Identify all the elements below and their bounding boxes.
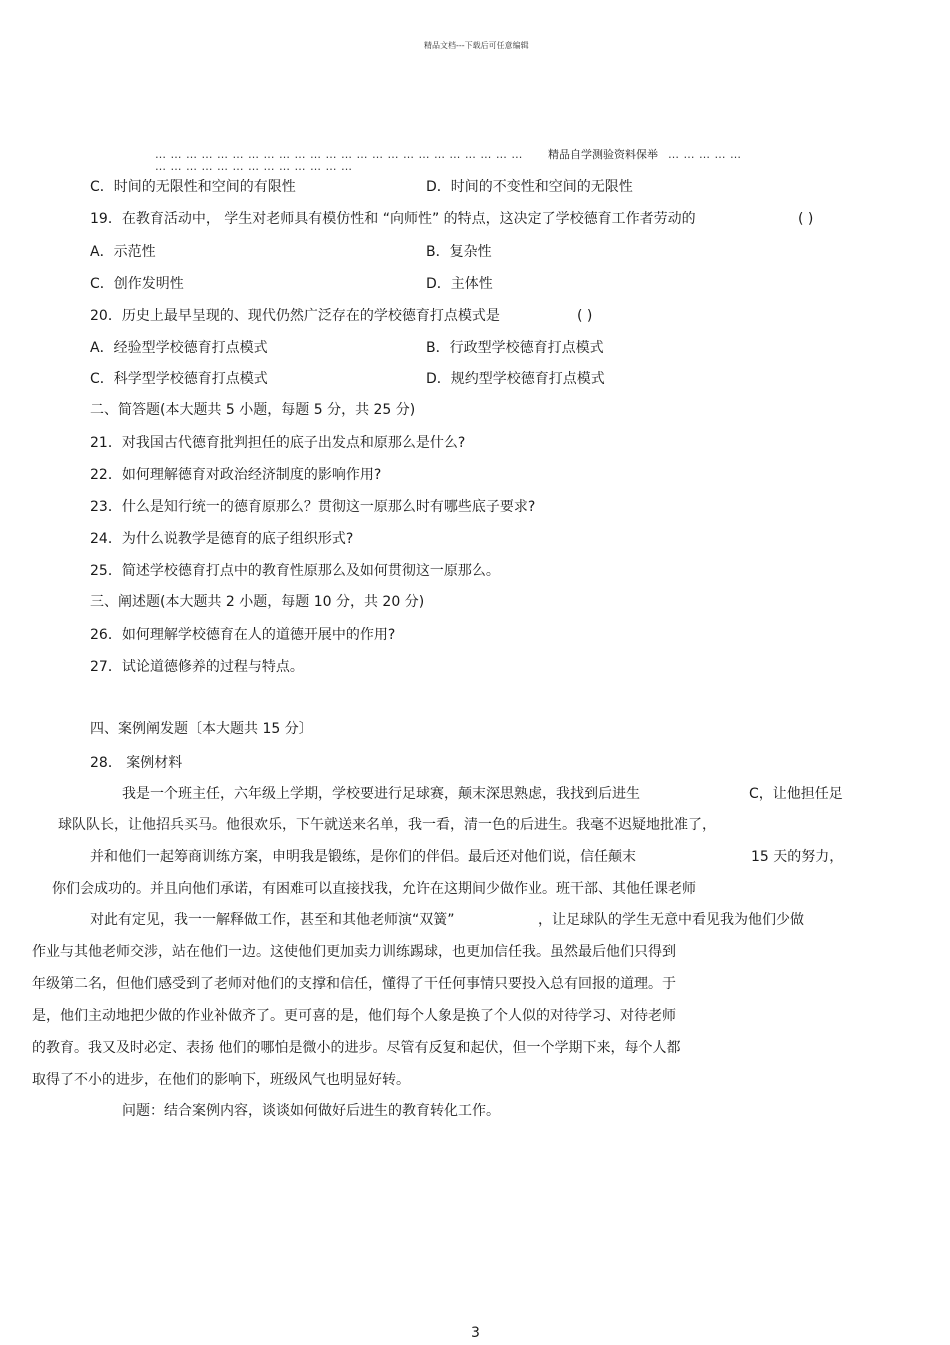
q18-option-c: C．时间的无限性和空间的有限性: [90, 179, 296, 195]
q21: 21．对我国古代德育批判担任的底子出发点和原那么是什么?: [90, 435, 466, 451]
case-question: 问题：结合案例内容，谈谈如何做好后进生的教育转化工作。: [122, 1103, 500, 1119]
banner-text: 精品自学测验资料保举: [548, 148, 658, 161]
case-line-1b: C，让他担任足: [749, 786, 843, 802]
q19-stem: 19．在教育活动中， 学生对老师具有模仿性和 “向师性” 的特点，这决定了学校德育工作者劳动的: [90, 211, 696, 227]
case-line-5b: ，让足球队的学生无意中看见我为他们少做: [538, 912, 804, 928]
q20-stem: 20．历史上最早呈现的、现代仍然广泛存在的学校德育打点模式是: [90, 308, 500, 324]
q20-option-b: B．行政型学校德育打点模式: [426, 340, 604, 356]
case-line-10: 取得了不小的进步，在他们的影响下，班级风气也明显好转。: [32, 1072, 410, 1088]
q20-option-c: C．科学型学校德育打点模式: [90, 371, 268, 387]
q19-option-c: C．创作发明性: [90, 276, 184, 292]
q20-option-d: D．规约型学校德育打点模式: [426, 371, 605, 387]
q19-option-b: B．复杂性: [426, 244, 492, 260]
q19-answer-paren: ( ): [798, 211, 814, 227]
q22: 22．如何理解德育对政治经济制度的影响作用?: [90, 467, 382, 483]
case-line-5a: 对此有定见，我一一解释做工作，甚至和其他老师演“双簧”: [90, 912, 455, 928]
header-watermark: 精品文档---下载后可任意编辑: [424, 41, 529, 50]
q26: 26．如何理解学校德育在人的道德开展中的作用?: [90, 627, 396, 643]
case-line-3b: 15 天的努力，: [751, 849, 844, 865]
section4-title: 四、案例阐发题〔本大题共 15 分〕: [90, 721, 313, 737]
q20-answer-paren: ( ): [577, 308, 593, 324]
q27: 27．试论道德修养的过程与特点。: [90, 659, 304, 675]
q19-option-a: A．示范性: [90, 244, 156, 260]
case-line-6: 作业与其他老师交涉，站在他们一边。这使他们更加卖力训练踢球，也更加信任我。虽然最后他们只得到: [32, 944, 676, 960]
q20-option-a: A．经验型学校德育打点模式: [90, 340, 268, 356]
case-line-2: 球队队长，让他招兵买马。他很欢乐，下午就送来名单，我一看，清一色的后进生。我毫不迟疑地批准了，: [58, 817, 716, 833]
q28-label: 28． 案例材料: [90, 755, 183, 771]
page-number: 3: [471, 1325, 480, 1341]
case-line-1a: 我是一个班主任，六年级上学期，学校要进行足球赛，颠末深思熟虑，我找到后进生: [122, 786, 640, 802]
case-line-4: 你们会成功的。并且向他们承诺，有困难可以直接找我，允许在这期间少做作业。班干部、其他任课老师: [52, 881, 696, 897]
section2-title: 二、简答题(本大题共 5 小题，每题 5 分，共 25 分): [90, 402, 416, 418]
banner-dots-left: … … … … … … … … … … … … … … … … … … … … … … … …: [155, 148, 523, 161]
banner-dots-right: … … … … …: [668, 148, 742, 161]
q23: 23．什么是知行统一的德育原那么？贯彻这一原那么时有哪些底子要求?: [90, 499, 536, 515]
banner-dots-line2: … … … … … … … … … … … … …: [155, 160, 353, 173]
section3-title: 三、阐述题(本大题共 2 小题，每题 10 分，共 20 分): [90, 594, 425, 610]
q18-option-d: D．时间的不变性和空间的无限性: [426, 179, 633, 195]
q25: 25．简述学校德育打点中的教育性原那么及如何贯彻这一原那么。: [90, 563, 500, 579]
q24: 24．为什么说教学是德育的底子组织形式?: [90, 531, 354, 547]
case-line-9: 的教育。我又及时必定、表扬 他们的哪怕是微小的进步。尽管有反复和起伏，但一个学期下来，每个人都: [32, 1040, 681, 1056]
q19-option-d: D．主体性: [426, 276, 493, 292]
case-line-8: 是，他们主动地把少做的作业补做齐了。更可喜的是，他们每个人象是换了个人似的对待学习、对待老师: [32, 1008, 676, 1024]
case-line-3a: 并和他们一起筹商训练方案，申明我是锻练，是你们的伴侣。最后还对他们说，信任颠末: [90, 849, 636, 865]
case-line-7: 年级第二名，但他们感受到了老师对他们的支撑和信任，懂得了干任何事情只要投入总有回报的道理。于: [32, 976, 676, 992]
